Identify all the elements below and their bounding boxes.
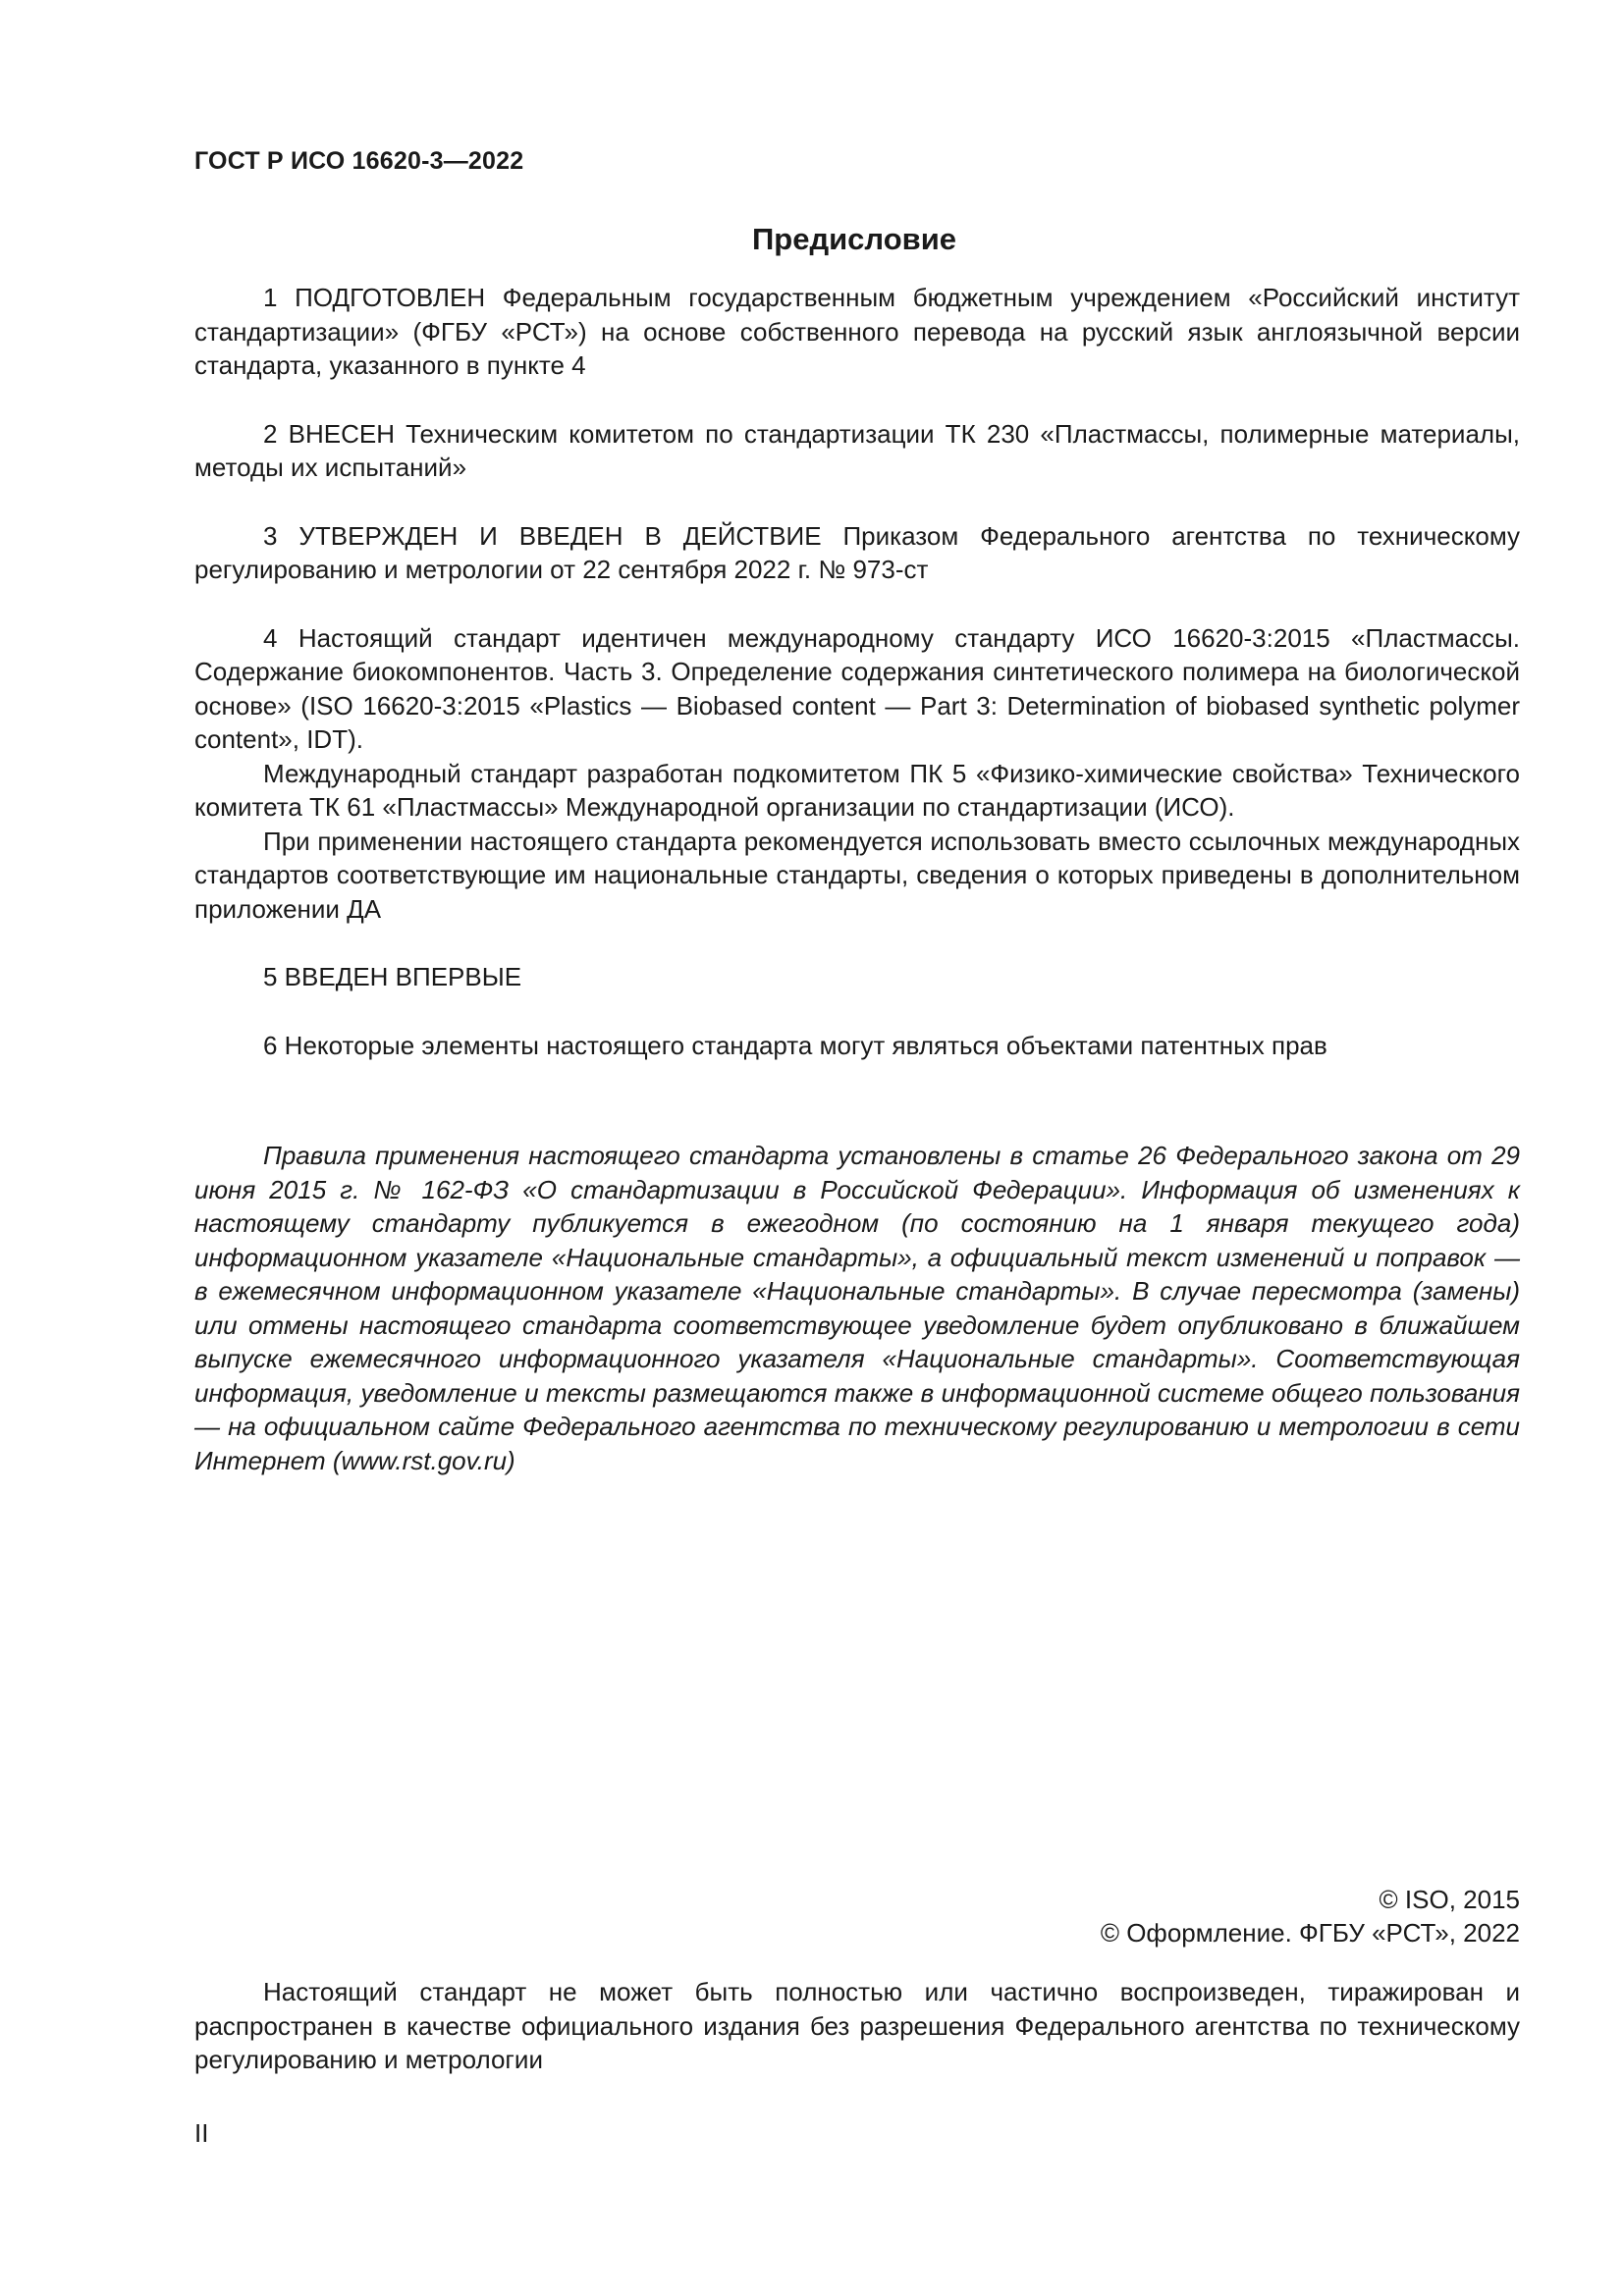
paragraph-1-prepared: 1 ПОДГОТОВЛЕН Федеральным государственным бюджетным учреждением «Российский институт стандартизации» (ФГБУ «РСТ») на основе собственного перевода на русский язык англоязычной версии стандарта, указанного в пункте 4 <box>194 283 1520 380</box>
application-rules-note: Правила применения настоящего стандарта установлены в статье 26 Федерального закона от 29 июня 2015 г. № 162-ФЗ «О стандартизации в Российской Федерации». Информация об изменениях к настоящему стандарту публикуется в ежегодном (по состоянию на 1 января текущего года) информационном указателе «Национальные стандарты», а официальный текст изменений и поправок — в ежемесячном информационном указателе «Национальные стандарты». В случае пересмотра (замены) или отмены настоящего стандарта соответствующее уведомление будет опубликовано в ближайшем выпуске ежемесячного информационного указателя «Национальные стандарты». Соответствующая информация, уведомление и тексты размещаются также в информационной системе общего пользования — на официальном сайте Федерального агентства по техническому регулированию и метрологии в сети Интернет (www.rst.gov.ru) <box>194 1141 1520 1475</box>
page-number: II <box>194 2118 209 2148</box>
page-title: Предисловие <box>751 222 956 256</box>
copyright-block <box>1101 1883 1520 1949</box>
copyright-design: © Оформление. ФГБУ «РСТ», 2022 <box>1100 1918 1520 1948</box>
foreword-body <box>194 281 1520 1062</box>
paragraph-6-patent-rights: 6 Некоторые элементы настоящего стандарта могут являться объектами патентных прав <box>263 1030 1327 1060</box>
standard-designation: ГОСТ Р ИСО 16620-3—2022 <box>194 147 524 175</box>
paragraph-4-identical: 4 Настоящий стандарт идентичен международному стандарту ИСО 16620-3:2015 «Пластмассы. Содержание биокомпонентов. Часть 3. Определение содержания синтетического полимера на биологической основе» (ISO 16620-3:2015 «Plastics — Biobased content — Part 3: Determination of biobased synthetic polymer content», IDT). <box>194 622 1520 754</box>
paragraph-4-developed-by: Международный стандарт разработан подкомитетом ПК 5 «Физико-химические свойства» Технического комитета ТК 61 «Пластмассы» Международной организации по стандартизации (ИСО). <box>194 758 1520 822</box>
paragraph-3-approved: 3 УТВЕРЖДЕН И ВВЕДЕН В ДЕЙСТВИЕ Приказом Федерального агентства по техническому регулированию и метрологии от 22 сентября 2022 г. № 973-ст <box>194 520 1520 584</box>
paragraph-2-introduced: 2 ВНЕСЕН Техническим комитетом по стандартизации ТК 230 «Пластмассы, полимерные материалы, методы их испытаний» <box>194 418 1520 482</box>
paragraph-5-first-introduced: 5 ВВЕДЕН ВПЕРВЫЕ <box>263 962 522 991</box>
paragraph-4-application: При применении настоящего стандарта рекомендуется использовать вместо ссылочных международных стандартов соответствующие им национальные стандарты, сведения о которых приведены в дополнительном приложении ДА <box>194 826 1520 924</box>
reproduction-notice: Настоящий стандарт не может быть полностью или частично воспроизведен, тиражирован и распространен в качестве официального издания без разрешения Федерального агентства по техническому регулированию и метрологии <box>194 1977 1520 2074</box>
copyright-iso: © ISO, 2015 <box>1379 1885 1520 1914</box>
